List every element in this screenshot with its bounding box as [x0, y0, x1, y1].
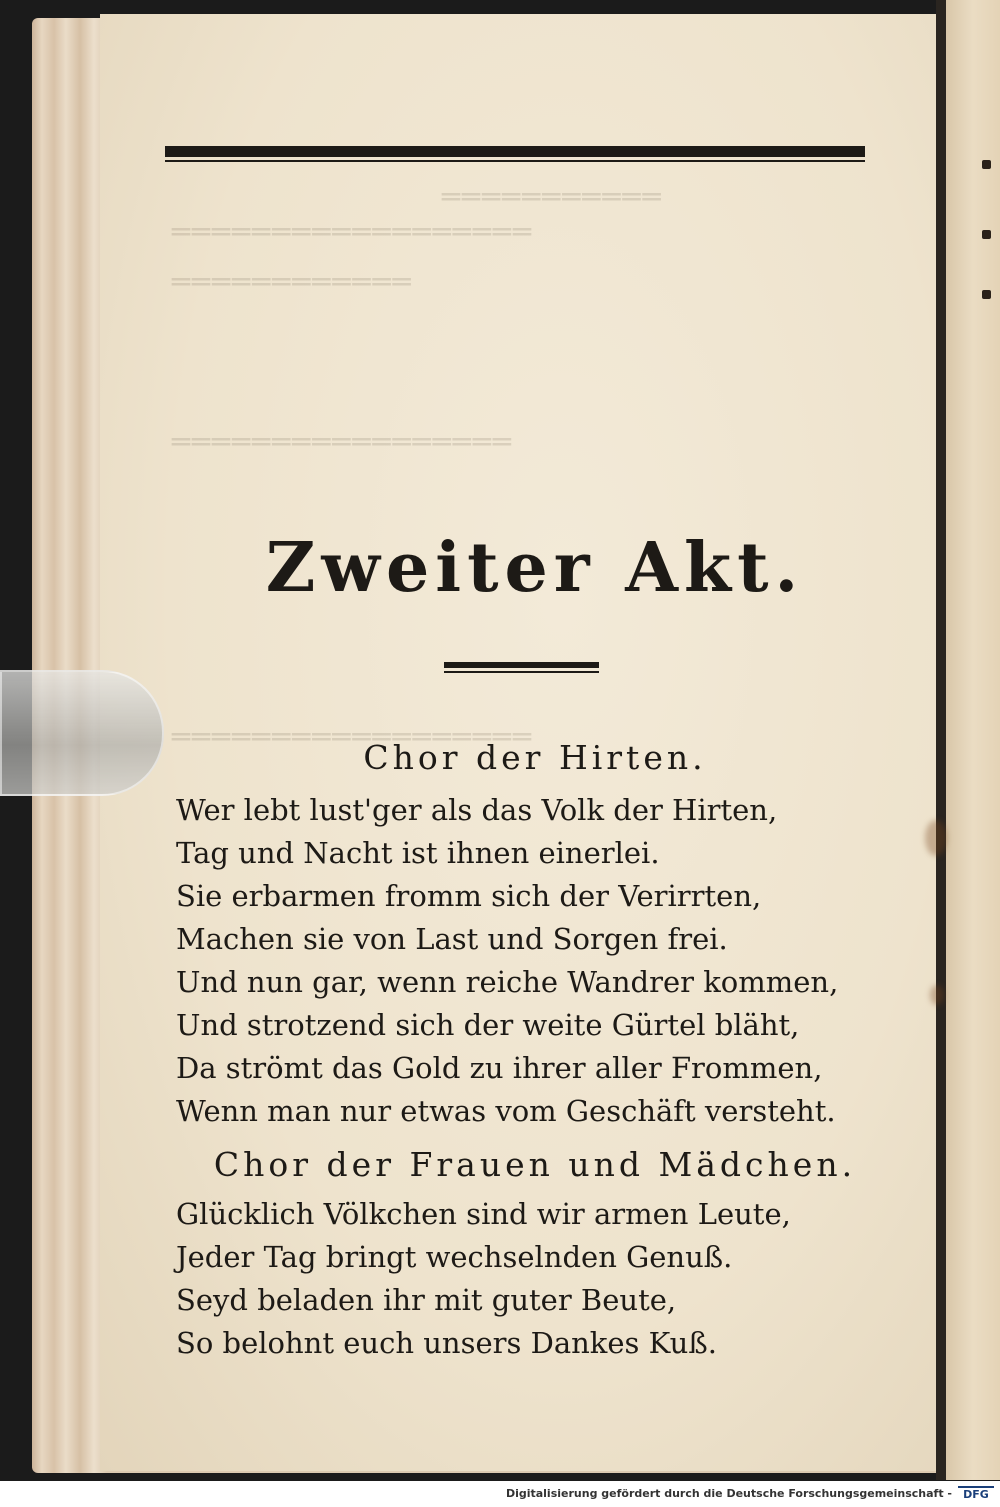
top-rule [165, 146, 865, 157]
dfg-logo: DFG [958, 1486, 994, 1504]
verse-line: Seyd beladen ihr mit guter Beute, [176, 1283, 677, 1317]
verse-line: Jeder Tag bringt wechselnden Genuß. [176, 1240, 733, 1274]
verse-frauen [176, 1197, 896, 1372]
verse-line: Wenn man nur etwas vom Geschäft versteht. [176, 1094, 836, 1128]
book-gutter [936, 0, 946, 1480]
show-through-text: ══════════════════ [170, 215, 532, 250]
verse-line: Und strotzend sich der weite Gürtel bläht, [176, 1008, 800, 1042]
facing-page-edge [946, 0, 1000, 1480]
verse-line: Da strömt das Gold zu ihrer aller Frommen, [176, 1051, 823, 1085]
paper-stain [925, 820, 947, 856]
verse-line: Tag und Nacht ist ihnen einerlei. [176, 836, 660, 870]
show-through-text: ══════════════════ [170, 720, 532, 755]
verse-line: Sie erbarmen fromm sich der Verirrten, [176, 879, 762, 913]
section-heading-frauen: Chor der Frauen und Mädchen. [213, 1145, 857, 1184]
act-title: Zweiter Akt. [265, 528, 805, 608]
verse-line: Glücklich Völkchen sind wir armen Leute, [176, 1197, 791, 1231]
section-heading-hirten: Chor der Hirten. [363, 738, 707, 777]
page-clip [0, 670, 164, 796]
verse-line: Und nun gar, wenn reiche Wandrer kommen, [176, 965, 839, 999]
show-through-text: ═════════════════ [170, 425, 512, 460]
verse-line: So belohnt euch unsers Dankes Kuß. [176, 1326, 717, 1360]
footer-credit: Digitalisierung gefördert durch die Deutsche Forschungsgemeinschaft - [505, 1487, 952, 1500]
verse-line: Wer lebt lust'ger als das Volk der Hirten, [176, 793, 778, 827]
verse-line: Machen sie von Last und Sorgen frei. [176, 922, 728, 956]
verse-hirten [176, 793, 896, 1140]
paper-stain [930, 985, 944, 1005]
title-rule [444, 662, 599, 668]
show-through-text: ════════════ [170, 265, 411, 300]
show-through-text: ═══════════ [440, 180, 661, 215]
footer-bar [0, 1481, 1000, 1507]
